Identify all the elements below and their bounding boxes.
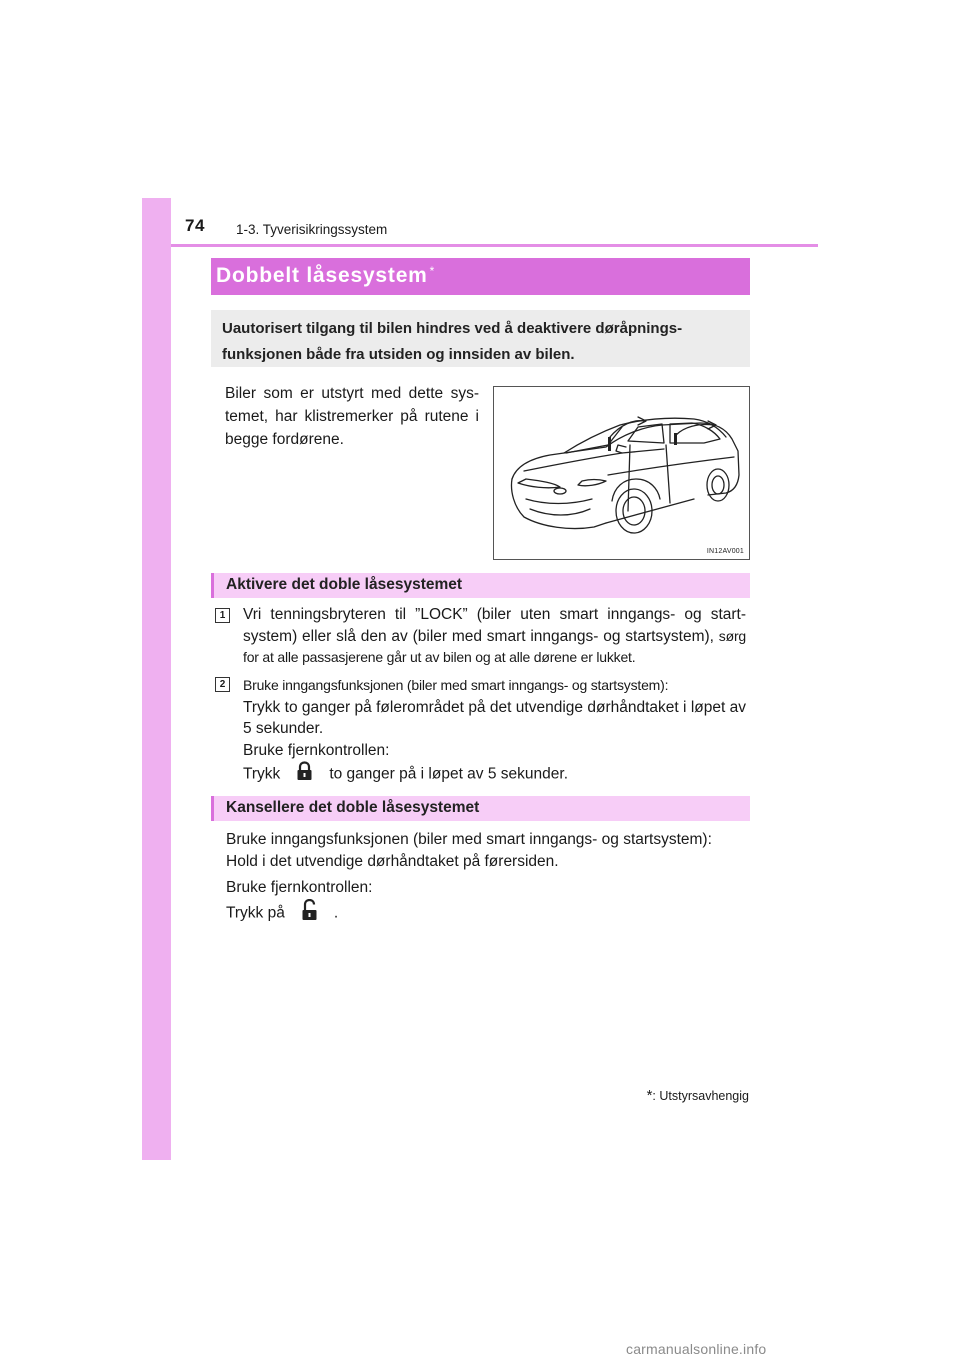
- chapter-sidebar-tab: [142, 198, 171, 1160]
- watermark: carmanualsonline.info: [626, 1341, 767, 1357]
- step-2-press-post: to ganger på i løpet av 5 sekunder.: [329, 765, 568, 783]
- step-1-line-b: sørg for at alle passasjerene går ut av bilen og at alle dørene er lukket.: [243, 627, 746, 665]
- footnote-star: *: [646, 1087, 653, 1104]
- cancel-heading: Kansellere det doble låsesystemet: [211, 796, 750, 821]
- activate-heading: Aktivere det doble låsesystemet: [211, 573, 750, 598]
- step-2-line-b: Trykk to ganger på følerområdet på det utvendige dørhåndtaket i løpet av 5 sekunder.: [243, 698, 746, 737]
- section-header: 1-3. Tyverisikringssystem: [236, 222, 388, 237]
- cancel-press-pre: Trykk på: [226, 903, 285, 921]
- step-2-press-pre: Trykk: [243, 765, 281, 783]
- step-1-text: [243, 604, 746, 669]
- header-rule: [171, 244, 818, 247]
- page-number: 74: [185, 216, 205, 235]
- title-footnote-star: *: [429, 264, 435, 278]
- step-2-press-line: [243, 761, 746, 788]
- intro-box: Uautorisert tilgang til bilen hindres ved å deaktivere døråpnings-funksjonen både fra utsiden og innsiden av bilen.: [211, 310, 750, 367]
- page-title: Dobbelt låsesystem: [216, 264, 428, 287]
- page-title-bar: [211, 258, 750, 295]
- cancel-press-line: [226, 899, 748, 928]
- car-figure: [493, 386, 750, 560]
- figure-code: IN12AV001: [706, 548, 744, 555]
- step-1-number: 1: [215, 608, 230, 623]
- lock-icon: [296, 761, 313, 788]
- car-illustration-icon: [494, 387, 749, 559]
- footnote: [647, 1087, 749, 1104]
- cancel-press-post: .: [333, 903, 339, 921]
- step-2-line-c: Bruke fjernkontrollen:: [243, 741, 390, 759]
- step-2-text: [243, 675, 746, 788]
- step-1-line-a: Vri tenningsbryteren til ”LOCK” (biler uten smart inngangs- og start-system) eller slå den av (biler med smart inngangs- og startsystem),: [243, 606, 746, 645]
- step-2-number: 2: [215, 677, 230, 692]
- unlock-icon: [301, 899, 318, 928]
- footnote-text: : Utstyrsavhengig: [652, 1089, 749, 1103]
- cancel-para-1: Bruke inngangsfunksjonen (biler med smart inngangs- og startsystem): Hold i det utvendige dørhåndtaket på førersiden.: [226, 831, 712, 870]
- step-2-line-a: Bruke inngangsfunksjonen (biler med smart inngangs- og startsystem):: [243, 677, 669, 693]
- cancel-remote-label: Bruke fjernkontrollen:: [226, 879, 373, 896]
- sticker-description: Biler som er utstyrt med dette sys-temet, har klistremerker på rutene i begge fordørene.: [225, 385, 479, 448]
- cancel-para-2: [226, 877, 748, 927]
